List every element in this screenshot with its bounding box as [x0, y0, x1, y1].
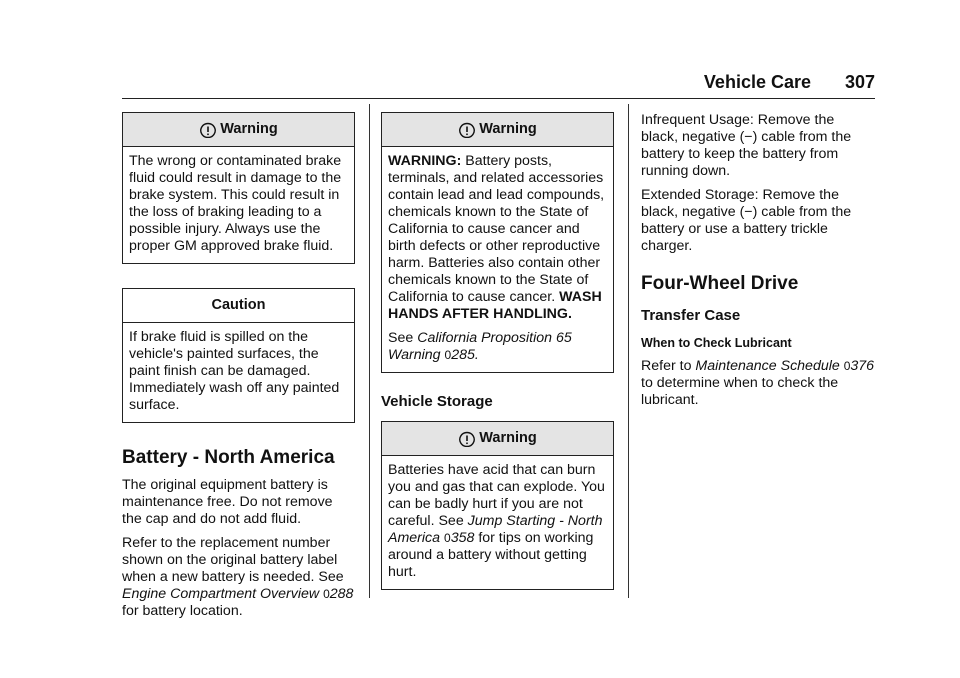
wash-hands-text: WASH HANDS AFTER HANDLING. [388, 289, 602, 322]
warning-title: Warning [479, 430, 537, 446]
brake-fluid-caution-box [122, 288, 355, 423]
refer-label: Refer to [641, 358, 692, 374]
column-1 [122, 112, 355, 620]
see-reference [388, 330, 607, 364]
warning-title: Warning [220, 121, 278, 137]
page-ref[interactable]: 376 [850, 358, 875, 374]
california-warning-box [381, 112, 614, 373]
transfer-case-heading: Transfer Case [641, 307, 741, 324]
warning-body: Battery posts, terminals, and related accessories contain lead and lead compounds, chemicals known to the State of California to cause cancer and birth defects or other reproductive harm. Batteries also contain other chemicals known to the State of California to cause cancer. [388, 153, 605, 305]
caution-header [123, 289, 354, 323]
warning-header [382, 113, 613, 147]
check-lubricant-heading: When to Check Lubricant [641, 336, 792, 350]
warning-header [382, 422, 613, 456]
brake-fluid-warning-box [122, 112, 355, 264]
period: . [474, 347, 479, 363]
caution-title: Caution [211, 297, 266, 313]
warning2-body: Batteries have acid that can burn you and gas that can explode. You can be badly hurt if you are not careful. See [388, 462, 605, 529]
warning-icon [199, 122, 217, 138]
warning-lead: WARNING: [388, 153, 462, 169]
see-label: See [388, 330, 414, 346]
page-header [122, 72, 875, 99]
page-ref-arrow-icon: 0 [444, 531, 451, 545]
page-ref-arrow-icon: 0 [444, 348, 452, 362]
battery-paragraph-2 [122, 535, 355, 620]
engine-compartment-link[interactable]: Engine Compartment Overview [122, 586, 320, 602]
warning-icon [458, 122, 476, 138]
california-warning-text [388, 153, 607, 323]
page-ref-arrow-icon: 0 [843, 359, 851, 373]
battery-p2-tail: for battery location. [122, 603, 243, 619]
warning-title: Warning [479, 121, 537, 137]
column-3 [641, 112, 875, 409]
jump-starting-link[interactable]: Jump Starting - North America [388, 513, 603, 546]
refer-paragraph [641, 358, 875, 409]
page-ref-arrow-icon: 0 [323, 587, 330, 601]
california-prop-link[interactable]: California Proposition 65 Warning [388, 330, 572, 363]
warning-icon [458, 431, 476, 447]
section-title: Vehicle Care [703, 72, 811, 92]
vehicle-storage-heading: Vehicle Storage [381, 393, 493, 410]
column-divider [628, 104, 629, 598]
warning-text: The wrong or contaminated brake fluid could result in damage to the brake system. This could result in the loss of braking leading to a possible injury. Always use the proper GM approved brake fluid. [129, 153, 342, 254]
maintenance-schedule-link[interactable]: Maintenance Schedule [695, 358, 840, 374]
battery-acid-warning-box [381, 421, 614, 590]
warning2-tail: for tips on working around a battery without getting hurt. [388, 530, 594, 580]
column-divider [369, 104, 370, 598]
warning-header [123, 113, 354, 147]
battery-p2-text: Refer to the replacement number shown on the original battery label when a new battery is needed. See [122, 535, 344, 585]
infrequent-usage-paragraph: Infrequent Usage: Remove the black, negative (−) cable from the battery to keep the battery from running down. [641, 112, 852, 179]
page-ref[interactable]: 358 [450, 530, 475, 546]
column-2 [381, 112, 614, 590]
page-ref[interactable]: 285 [451, 347, 475, 363]
battery-acid-text [388, 462, 607, 581]
refer-tail: to determine when to check the lubricant. [641, 375, 839, 408]
extended-storage-paragraph: Extended Storage: Remove the black, negative (−) cable from the battery or use a battery trickle charger. [641, 187, 852, 254]
page-ref[interactable]: 288 [329, 586, 354, 602]
battery-paragraph-1: The original equipment battery is maintenance free. Do not remove the cap and do not add fluid. [122, 477, 333, 527]
battery-heading: Battery - North America [122, 447, 335, 468]
page-number: 307 [844, 72, 875, 92]
four-wheel-drive-heading: Four-Wheel Drive [641, 273, 799, 294]
caution-text: If brake fluid is spilled on the vehicle's painted surfaces, the paint finish can be damaged. Immediately wash off any painted surface. [129, 329, 340, 413]
